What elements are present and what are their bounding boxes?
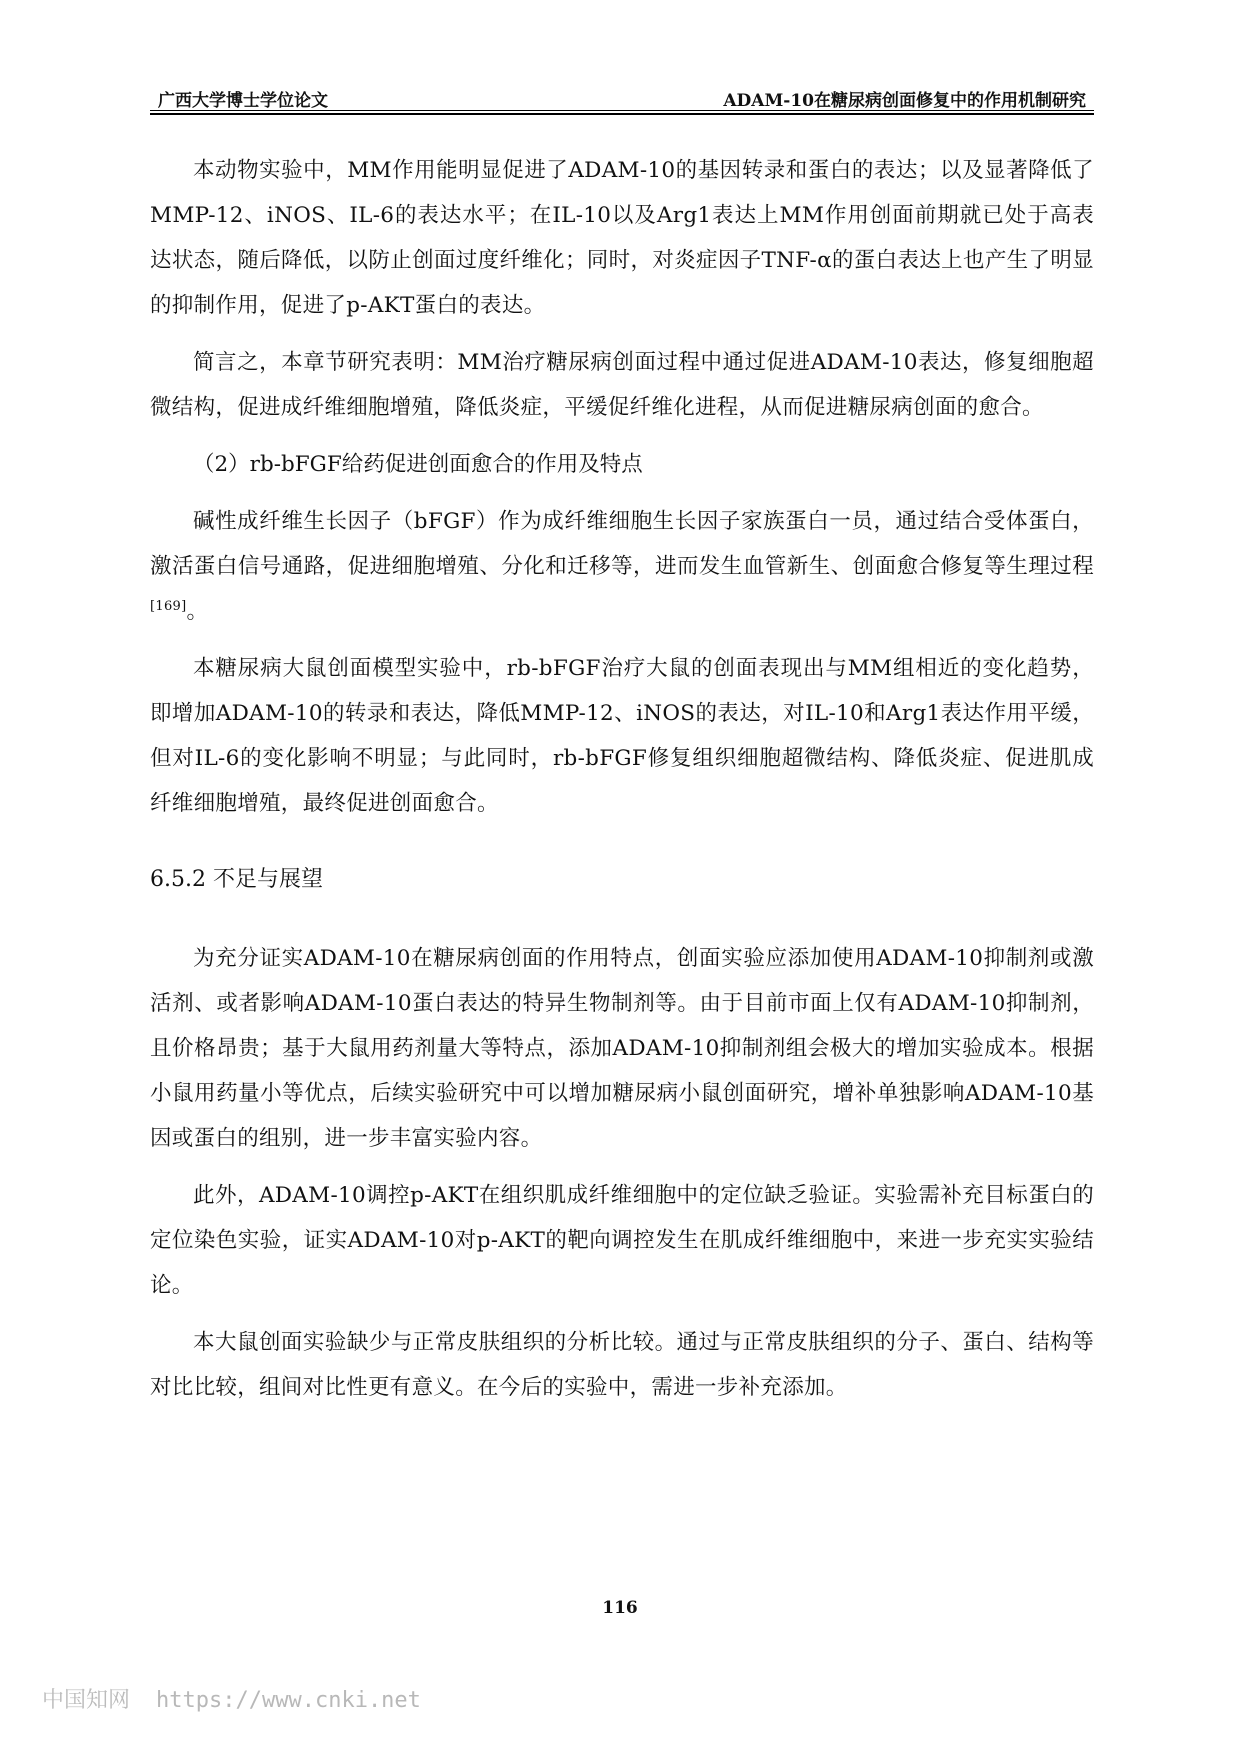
paragraph-summary: 简言之，本章节研究表明：MM治疗糖尿病创面过程中通过促进ADAM-10表达，修复细胞超微结构，促进成纤维细胞增殖，降低炎症，平缓促纤维化进程，从而促进糖尿病创面的愈合。	[150, 350, 1094, 420]
watermark-site: 中国知网	[42, 1688, 131, 1713]
paragraph-animal-experiment: 本动物实验中，MM作用能明显促进了ADAM-10的基因转录和蛋白的表达；以及显著降低了MMP-12、iNOS、IL-6的表达水平；在IL-10以及Arg1表达上MM作用创面前期就已处于高表达状态，随后降低，以防止创面过度纤维化；同时，对炎症因子TNF-α的蛋白表达上也产生了明显的抑制作用，促进了p-AKT蛋白的表达。	[150, 158, 1094, 318]
citation-ref: [169]	[150, 598, 187, 614]
bfgf-text: 碱性成纤维生长因子（bFGF）作为成纤维细胞生长因子家族蛋白一员，通过结合受体蛋白，激活蛋白信号通路，促进细胞增殖、分化和迁移等，进而发生血管新生、创面愈合修复等生理过程	[150, 509, 1094, 579]
bfgf-end: 。	[186, 599, 209, 624]
cnki-watermark	[42, 1683, 421, 1714]
header-chapter-title: ADAM-10在糖尿病创面修复中的作用机制研究	[723, 91, 1086, 111]
page-number: 116	[602, 1598, 638, 1618]
header-thesis-title: 广西大学博士学位论文	[158, 91, 328, 111]
paragraph-bfgf	[150, 499, 1094, 634]
section-heading: 6.5.2 不足与展望	[150, 867, 323, 892]
paragraph-rb-bfgf-results: 本糖尿病大鼠创面模型实验中，rb-bFGF治疗大鼠的创面表现出与MM组相近的变化趋势，即增加ADAM-10的转录和表达，降低MMP-12、iNOS的表达，对IL-10和Arg1表达作用平缓，但对IL-6的变化影响不明显；与此同时，rb-bFGF修复组织细胞超微结构、降低炎症、促进肌成纤维细胞增殖，最终促进创面愈合。	[150, 656, 1094, 816]
page-body	[150, 148, 1094, 1422]
watermark-url[interactable]: https://www.cnki.net	[156, 1688, 421, 1713]
paragraph-limitations-3: 本大鼠创面实验缺少与正常皮肤组织的分析比较。通过与正常皮肤组织的分子、蛋白、结构等对比比较，组间对比性更有意义。在今后的实验中，需进一步补充添加。	[150, 1330, 1094, 1400]
paragraph-limitations-2: 此外，ADAM-10调控p-AKT在组织肌成纤维细胞中的定位缺乏验证。实验需补充目标蛋白的定位染色实验，证实ADAM-10对p-AKT的靶向调控发生在肌成纤维细胞中，来进一步充实实验结论。	[150, 1183, 1094, 1298]
running-header	[150, 82, 1094, 111]
subheading-rb-bfgf: （2）rb-bFGF给药促进创面愈合的作用及特点	[193, 452, 643, 477]
paragraph-limitations-1: 为充分证实ADAM-10在糖尿病创面的作用特点，创面实验应添加使用ADAM-10抑制剂或激活剂、或者影响ADAM-10蛋白表达的特异生物制剂等。由于目前市面上仅有ADAM-10抑制剂，且价格昂贵；基于大鼠用药剂量大等特点，添加ADAM-10抑制剂组会极大的增加实验成本。根据小鼠用药量小等优点，后续实验研究中可以增加糖尿病小鼠创面研究，增补单独影响ADAM-10基因或蛋白的组别，进一步丰富实验内容。	[150, 946, 1094, 1151]
